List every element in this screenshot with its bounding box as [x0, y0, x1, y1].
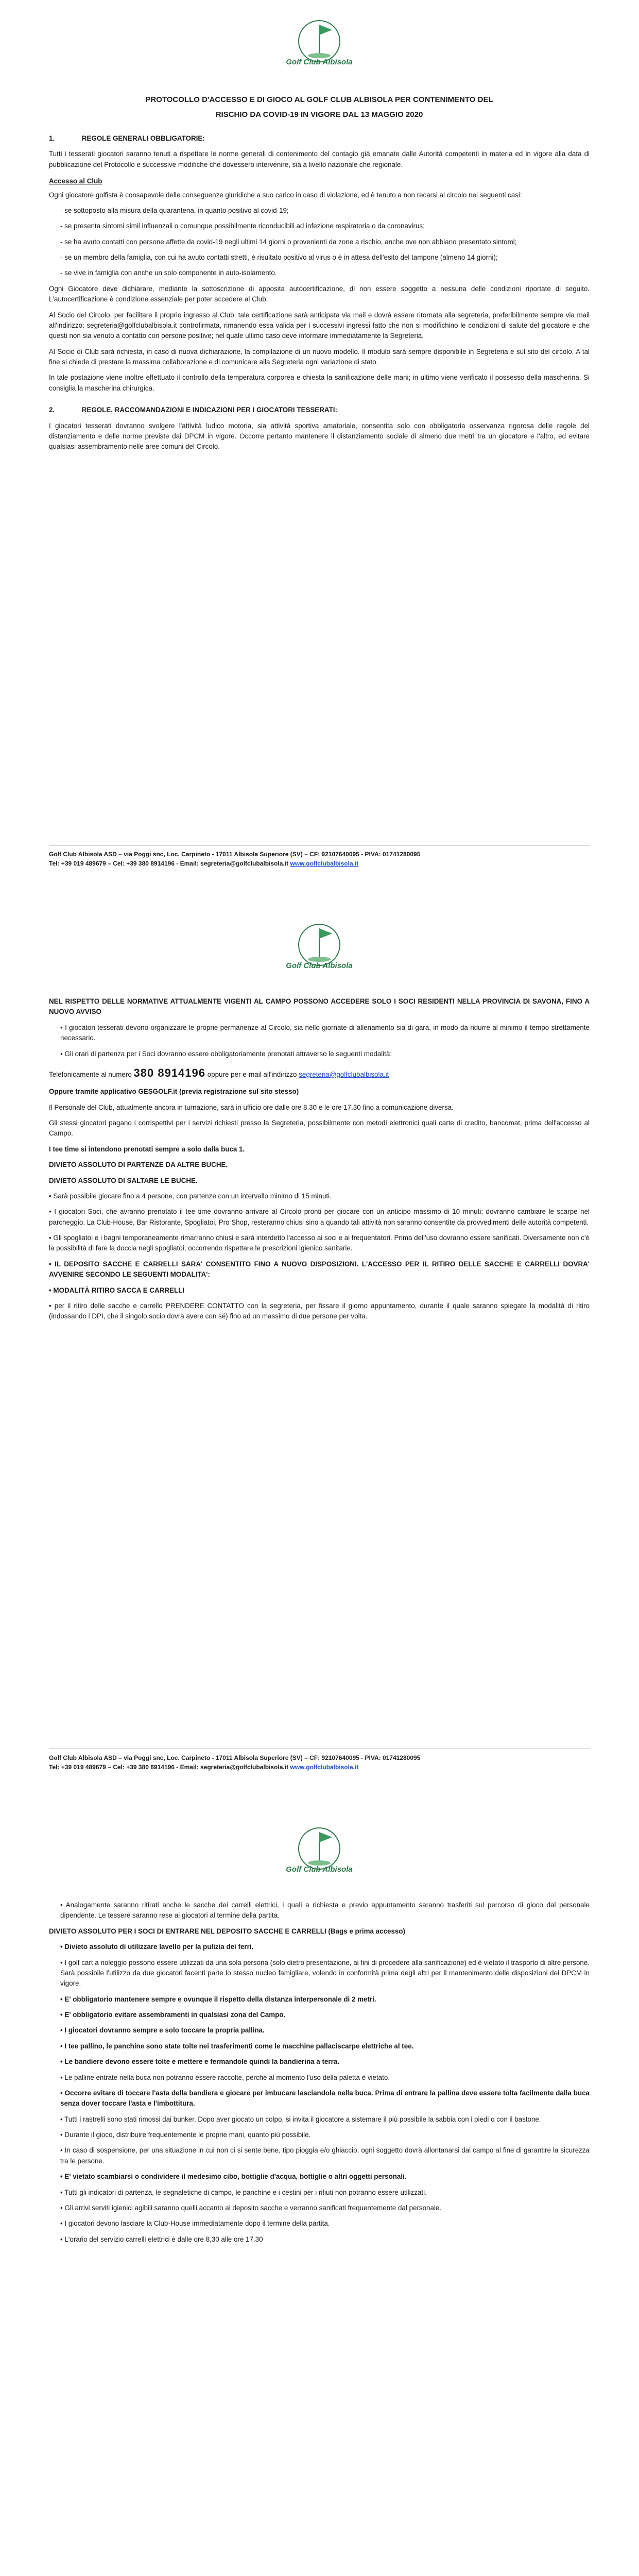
p3-bullet-11: • Durante il gioco, distribuire frequentemente le proprie mani, quanto più possibile.: [60, 2131, 311, 2139]
p3-bullet-6: • I tee pallino, le panchine sono state tolte nei trasferimenti come le macchine pallaciscarpe elettriche al tee.: [60, 2042, 414, 2050]
s1-paragraph-1: Tutti i tesserati giocatori saranno tenuti a rispettare le norme generali di contenimento del contagio già emanate dalle Autorità competenti in materia ed in vigore alla data di pubblicazione del Protocollo e successive modifiche che dovessero intervenire, sia a livello nazionale che regionale.: [49, 150, 590, 168]
footer-phone-email: Tel: +39 019 489679 – Cel: +39 380 8914196 - Email: segreteria@golfclubalbisola.it: [49, 860, 289, 867]
p3-bullet-15: • Gli arrivi serviti igienici agibili saranno quelli accanto al deposito sacche e verranno sanificati frequentemente dal personale.: [60, 2204, 442, 2212]
footer-website-link[interactable]: www.golfclubalbisola.it: [290, 1764, 359, 1771]
p2-paragraph-6: • I giocatori Soci, che avranno prenotato il tee time dovranno arrivare al Circolo pronti per giocare con un anticipo massimo di 10 minuti; dovranno cambiare le scarpe nel parcheggio. La Club-House, Bar Ristorante, Spogliatoi, Pro Shop, resteranno chiusi sino a quando tali attività non saranno consentite da provvedimenti delle autorità competenti.: [49, 1208, 590, 1226]
p2-paragraph-9: • MODALITÀ RITIRO SACCA E CARRELLI: [49, 1286, 185, 1294]
p3-paragraph-1: • Analogamente saranno ritirati anche le sacche dei carrelli elettrici, i quali a richiesta e previo appuntamento saranno trasferiti sul percorso di gioco dal personale dipendente. Le tessere saranno rese ai giocatori al termine della partita.: [60, 1901, 590, 1920]
page-2-content: [49, 996, 590, 1327]
logo-text: Golf Club Albisola: [286, 961, 353, 970]
s1-paragraph-3: Ogni Giocatore deve dichiarare, mediante la sottoscrizione di apposita autocertificazione, di non essere soggetto a nessuna delle condizioni riportate di seguito. L'autocertificazione è condizione essenziale per poter accedere al Club.: [49, 284, 590, 303]
p3-bullet-14: • Tutti gli indicatori di partenza, le segnaletiche di campo, le panchine e i cestini per i rifiuti non potranno essere utilizzati.: [60, 2188, 427, 2196]
p2-paragraph-5: • Sarà possibile giocare fino a 4 persone, con partenze con un intervallo minimo di 15 minuti.: [49, 1192, 332, 1200]
p3-divieto: DIVIETO ASSOLUTO PER I SOCI DI ENTRARE NEL DEPOSITO SACCHE E CARRELLI (Bags e prima accesso): [49, 1927, 405, 1935]
s1-paragraph-5: Al Socio di Club sarà richiesta, in caso di nuova dichiarazione, la compilazione di un nuovo modello. Il modulo sarà sempre disponibile in Segreteria e sul sito del circolo. A tal fine si chiede di prestare la massima collaborazione e di comunicare alla Segreteria ogni variazione di stato.: [49, 347, 590, 366]
footer-website-link[interactable]: www.golfclubalbisola.it: [290, 860, 359, 867]
s1-bullet-2: - se presenta sintomi simil influenzali o comunque possibilmente riconducibili ad infezione respiratoria o da coronavirus;: [60, 222, 425, 230]
footer-address: Golf Club Albisola ASD – via Poggi snc, Loc. Carpineto - 17011 Albisola Superiore (SV) – CF: 92107640095 - PIVA: 01741280095: [49, 851, 421, 858]
s1-subheading-access: Accesso al Club: [49, 177, 102, 185]
page-2-footer: [49, 1749, 590, 1772]
p3-bullet-2: • I golf cart a noleggio possono essere utilizzati da una sola persona (solo dietro presentazione, ai fini di procedere alla sanificazione) ed è vietato il trasporto di altre persone. Sarà possibile l'utilizzo da due giocatori facenti parte lo stesso nucleo famigliare, volendo in conformità prima degli altri per il mantenimento delle disposizioni dei DPCM in vigore.: [60, 1958, 590, 1988]
p2-phone-label: Telefonicamente al numero: [49, 1070, 132, 1078]
p2-paragraph-2: Il Personale del Club, attualmente ancora in turnazione, sarà in ufficio ore dalle ore 8.30 e le ore 17.30 fino a comunicazione diversa.: [49, 1103, 454, 1111]
p3-bullet-5: • I giocatori dovranno sempre e solo toccare la propria pallina.: [60, 2026, 265, 2035]
p3-bullet-12: • In caso di sospensione, per una situazione in cui non ci si sente bene, tipo pioggia e/o ghiaccio, ogni soggetto dovrà allontanarsi dal campo al fine di garantire la sicurezza tra le persone.: [60, 2146, 590, 2165]
section-1-title: REGOLE GENERALI OBBLIGATORIE:: [81, 134, 205, 142]
p3-bullet-16: • I giocatori devono lasciare la Club-House immediatamente dopo il termine della partita.: [60, 2219, 330, 2228]
p2-paragraph-10: • per il ritiro delle sacche e carrello PRENDERE CONTATTO con la segreteria, per fissare il giorno appuntamento, durante il quale saranno spiegate la modalità di ritiro (indossando i DPI, che il singolo socio dovrà avere con sé) fino ad un massimo di due persone per volta.: [49, 1301, 590, 1320]
s1-paragraph-6: In tale postazione viene inoltre effettuato il controllo della temperatura corporea e chiesta la sanificazione delle mani; in ultimo viene verificato il possesso della mascherina. Si consiglia la mascherina chirurgica.: [49, 374, 590, 392]
p2-bullet-1: • I giocatori tesserati devono organizzare le proprie permanenze al Circolo, sia nello giornate di allenamento sia di gara, in modo da ridurre al minimo il tempo strettamente necessario.: [60, 1023, 590, 1042]
p3-bullet-13: • E' vietato scambiarsi o condividere il medesimo cibo, bottiglie d'acqua, bottiglie o altri oggetti personali.: [60, 2173, 407, 2181]
logo-text: Golf Club Albisola: [286, 1865, 353, 1874]
footer-contacts: [49, 1762, 590, 1772]
p2-paragraph-4: I tee time si intendono prenotati sempre a solo dalla buca 1.: [49, 1145, 245, 1153]
page-3-content: [49, 1900, 590, 2250]
section-2-number: 2.: [49, 406, 55, 414]
section-2-title: REGOLE, RACCOMANDAZIONI E INDICAZIONI PER I GIOCATORI TESSERATI:: [81, 406, 337, 414]
s1-bullet-4: - se un membro della famiglia, con cui ha avuto contatti stretti, è risultato positivo al virus o è in attesa dell'esito del tampone (almeno 14 giorni);: [60, 253, 498, 261]
section-1-number: 1.: [49, 134, 55, 142]
p2-paragraph-8: • IL DEPOSITO SACCHE E CARRELLI SARA' CONSENTITO FINO A NUOVO DISPOSIZIONI. L'ACCESSO PER IL RITIRO DELLE SACCHE E CARRELLI DOVRA' AVVENIRE SECONDO LE SEGUENTI MODALITA':: [49, 1260, 590, 1279]
s1-paragraph-4: Al Socio del Circolo, per facilitare il proprio ingresso al Club, tale certificazione sarà anticipata via mail e dovrà essere ritornata alla segreteria, preferibilmente sempre via mail all'indirizzo: segreteria@golfclubalbisola.it controfirmata, rimanendo essa valida per i successivi ingressi fatto che non si modifichino le condizioni di salute del giocatore e che questi non sia venuto a contatto con persone positive; nel quale ultimo caso deve informare immediatamente la Segreteria.: [49, 311, 590, 340]
p3-bullet-4: • E' obbligatorio evitare assembramenti in qualsiasi zona del Campo.: [60, 2011, 286, 2019]
p2-app-line: Oppure tramite applicativo GESGOLF.it (previa registrazione sul sito stesso): [49, 1088, 299, 1096]
logo-text: Golf Club Albisola: [286, 58, 353, 66]
s2-paragraph-1: I giocatori tesserati dovranno svolgere l'attività ludico motoria, sia attività sportiva amatoriale, consentita solo con obbligatoria osservanza rigorosa delle regole del distanziamento e delle norme previste dai DPCM in vigore. Occorre pertanto mantenere il distanziamento sociale di almeno due metri tra un giocatore e l'altro, ed evitare qualsiasi assembramento nelle aree comuni del Circolo.: [49, 421, 590, 451]
page-1: [0, 0, 639, 904]
page-2: [0, 904, 639, 1807]
footer-phone-email: Tel: +39 019 489679 – Cel: +39 380 8914196 - Email: segreteria@golfclubalbisola.it: [49, 1764, 289, 1771]
p2-email-link[interactable]: segreteria@golfclubalbisola.it: [299, 1070, 389, 1078]
page-1-content: [49, 93, 590, 457]
p3-bullet-3: • E' obbligatorio mantenere sempre e ovunque il rispetto della distanza interpersonale di 2 metri.: [60, 1995, 376, 2003]
s1-bullet-5: - se vive in famiglia con anche un solo componente in auto-isolamento.: [60, 269, 277, 277]
s1-bullet-1: - se sottoposto alla misura della quarantena, in quanto positivo al covid-19;: [60, 206, 289, 214]
section-2-heading: [49, 405, 590, 415]
p2-phone-line: [49, 1064, 590, 1081]
footer-address: Golf Club Albisola ASD – via Poggi snc, Loc. Carpineto - 17011 Albisola Superiore (SV) – CF: 92107640095 - PIVA: 01741280095: [49, 1754, 421, 1761]
p2-divieto-2: DIVIETO ASSOLUTO DI SALTARE LE BUCHE.: [49, 1176, 198, 1184]
p2-paragraph-3: Gli stessi giocatori pagano i corrispettivi per i servizi richiesti presso la Segreteria, possibilmente con metodi elettronici quali carte di credito, bancomat, prima dell'accesso al Campo.: [49, 1119, 590, 1138]
s1-bullet-3: - se ha avuto contatti con persone affette da covid-19 negli ultimi 14 giorni o provenienti da zone a rischio, anche ove non abbiano presentato sintomi;: [60, 238, 517, 246]
p3-bullet-8: • Le palline entrate nella buca non potranno essere raccolte, perché al momento l'uso della paletta è vietato.: [60, 2073, 390, 2081]
p2-paragraph-7: • Gli spogliatoi e i bagni temporaneamente rimarranno chiusi e sarà interdetto l'accesso ai soci e ai frequentatori. Prima dell'uso dovranno essere sanificati. Diversamente non c'è la possibilità di fare la doccia negli spogliatoi, occorrendo rispettare le prescrizioni igienico sanitarie.: [49, 1234, 590, 1252]
p2-divieto-1: DIVIETO ASSOLUTO DI PARTENZE DA ALTRE BUCHE.: [49, 1161, 228, 1169]
page-1-footer: [49, 845, 590, 868]
p3-bullet-10: • Tutti i rastrelli sono stati rimossi dai bunker. Dopo aver giocato un colpo, si invita il giocatore a sistemare il più possibile la sabbia con i piedi o con il bastone.: [60, 2115, 541, 2123]
p2-phone-number[interactable]: 380 8914196: [133, 1066, 205, 1079]
p2-phone-after: oppure per e-mail all'indirizzo: [207, 1070, 297, 1078]
section-1-heading: [49, 133, 590, 144]
page-3: [0, 1807, 639, 2576]
p2-residents-notice: NEL RISPETTO DELLE NORMATIVE ATTUALMENTE VIGENTI AL CAMPO POSSONO ACCEDERE SOLO I SOCI RESIDENTI NELLA PROVINCIA DI SAVONA, FINO A NUOVO AVVISO: [49, 997, 590, 1016]
p3-bullet-7: • Le bandiere devono essere tolte e mettere e fermandole quindi la bandierina a terra.: [60, 2058, 339, 2066]
p3-bullet-9: • Occorre evitare di toccare l'asta della bandiera e giocare per imbucare lasciandola nella buca. Prima di entrare la pallina deve essere tolta facilmente dalla buca senza dover toccare l'asta e l'imbottitura.: [60, 2089, 590, 2108]
doc-title-line2: RISCHIO DA COVID-19 IN VIGORE DAL 13 MAGGIO 2020: [215, 110, 423, 119]
s1-paragraph-2: Ogni giocatore golfista è consapevole delle conseguenze giuridiche a suo carico in caso di violazione, ed è tenuto a non recarsi al circolo nei seguenti casi:: [49, 191, 522, 199]
doc-title-line1: PROTOCOLLO D'ACCESSO E DI GIOCO AL GOLF CLUB ALBISOLA PER CONTENIMENTO DEL: [145, 95, 493, 104]
p2-bullet-2: • Gli orari di partenza per i Soci dovranno essere obbligatoriamente prenotati attraverso le seguenti modalità:: [60, 1049, 392, 1058]
p3-bullet-1: • Divieto assoluto di utilizzare lavello per la pulizia dei ferri.: [60, 1943, 254, 1951]
footer-contacts: [49, 859, 590, 868]
p3-bullet-17: • L'orario del servizio carrelli elettrici è dalle ore 8,30 alle ore 17.30: [60, 2235, 263, 2243]
